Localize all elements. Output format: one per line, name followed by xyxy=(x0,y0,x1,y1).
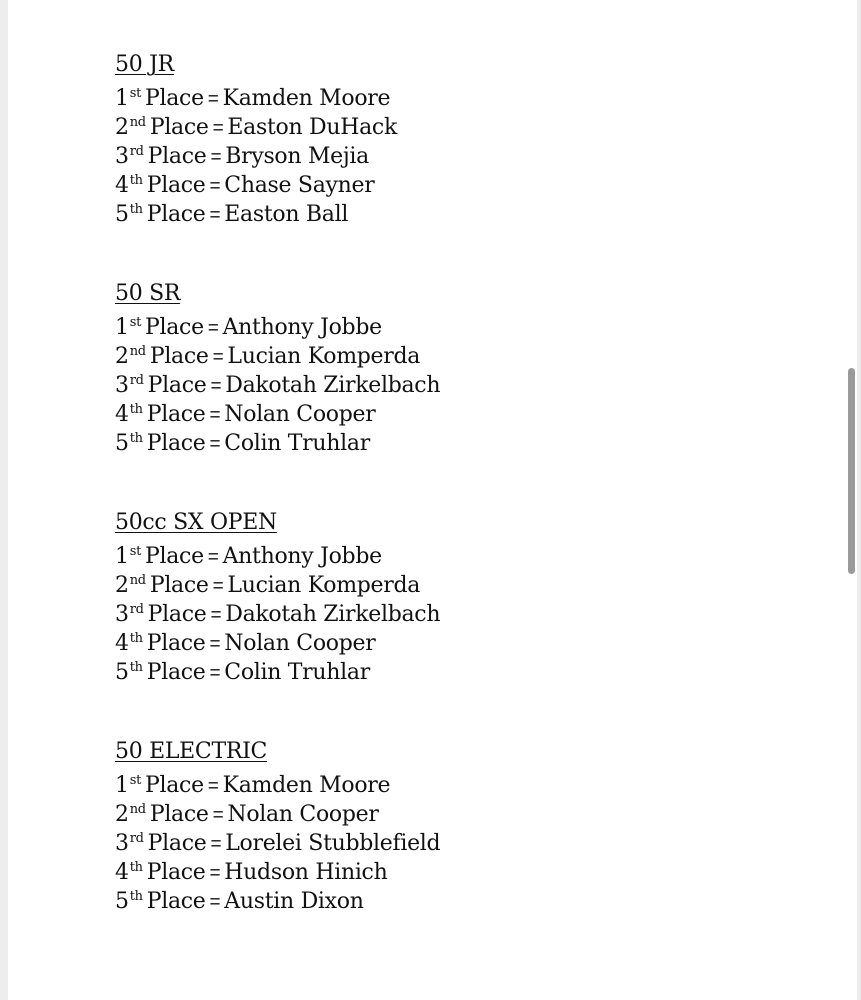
place-number: 4 xyxy=(115,402,129,427)
place-suffix: rd xyxy=(129,373,144,388)
result-row xyxy=(115,424,715,456)
result-row xyxy=(115,853,715,885)
results-section-50-electric xyxy=(115,737,715,914)
place-suffix: rd xyxy=(129,602,144,617)
place-word: Place xyxy=(146,660,206,685)
equals-sign: = xyxy=(209,405,221,426)
place-suffix: nd xyxy=(129,802,146,817)
result-row xyxy=(115,595,715,627)
place-word: Place xyxy=(145,544,204,569)
place-suffix: th xyxy=(129,660,143,675)
place-word: Place xyxy=(146,202,206,227)
place-suffix: th xyxy=(129,202,143,217)
place-word: Place xyxy=(147,144,207,169)
section-heading: 50 JR xyxy=(115,52,174,77)
result-row xyxy=(115,824,715,856)
rider-name: Nolan Cooper xyxy=(224,402,376,427)
place-suffix: nd xyxy=(129,573,146,588)
equals-sign: = xyxy=(212,118,224,139)
equals-sign: = xyxy=(212,347,224,368)
rider-name: Lucian Komperda xyxy=(227,344,421,369)
place-number: 3 xyxy=(115,144,129,169)
rider-name: Lucian Komperda xyxy=(227,573,421,598)
place-number: 5 xyxy=(115,431,129,456)
equals-sign: = xyxy=(210,834,222,855)
result-row xyxy=(115,766,715,798)
rider-name: Austin Dixon xyxy=(224,889,364,914)
place-suffix: th xyxy=(129,173,143,188)
place-suffix: st xyxy=(129,86,141,101)
place-suffix: th xyxy=(129,431,143,446)
place-word: Place xyxy=(149,802,209,827)
place-suffix: st xyxy=(129,544,141,559)
result-row xyxy=(115,795,715,827)
place-word: Place xyxy=(146,631,206,656)
equals-sign: = xyxy=(209,663,221,684)
equals-sign: = xyxy=(212,576,224,597)
place-number: 3 xyxy=(115,831,129,856)
equals-sign: = xyxy=(207,318,219,339)
rider-name: Dakotah Zirkelbach xyxy=(225,373,441,398)
place-word: Place xyxy=(145,315,204,340)
place-number: 5 xyxy=(115,660,129,685)
place-word: Place xyxy=(146,431,206,456)
place-number: 3 xyxy=(115,373,129,398)
place-suffix: st xyxy=(129,773,141,788)
result-row xyxy=(115,137,715,169)
equals-sign: = xyxy=(209,863,221,884)
results-document xyxy=(115,50,715,966)
section-heading: 50 SR xyxy=(115,281,181,306)
place-word: Place xyxy=(149,573,209,598)
place-number: 1 xyxy=(115,86,129,111)
vertical-scrollbar[interactable] xyxy=(848,368,855,574)
result-row xyxy=(115,537,715,569)
place-suffix: th xyxy=(129,402,143,417)
equals-sign: = xyxy=(210,605,222,626)
result-row xyxy=(115,624,715,656)
result-row xyxy=(115,79,715,111)
rider-name: Lorelei Stubblefield xyxy=(225,831,441,856)
rider-name: Dakotah Zirkelbach xyxy=(225,602,441,627)
rider-name: Hudson Hinich xyxy=(224,860,388,885)
place-word: Place xyxy=(149,344,209,369)
rider-name: Kamden Moore xyxy=(222,773,391,798)
place-number: 2 xyxy=(115,573,129,598)
place-suffix: rd xyxy=(129,831,144,846)
equals-sign: = xyxy=(207,776,219,797)
results-section-50-jr xyxy=(115,50,715,227)
place-word: Place xyxy=(145,86,204,111)
place-suffix: nd xyxy=(129,115,146,130)
equals-sign: = xyxy=(209,634,221,655)
equals-sign: = xyxy=(207,89,219,110)
result-row xyxy=(115,337,715,369)
document-page xyxy=(8,0,857,1000)
place-word: Place xyxy=(147,373,207,398)
place-word: Place xyxy=(147,831,207,856)
rider-name: Easton Ball xyxy=(224,202,349,227)
rider-name: Nolan Cooper xyxy=(224,631,376,656)
place-number: 1 xyxy=(115,315,129,340)
place-word: Place xyxy=(146,402,206,427)
place-number: 5 xyxy=(115,889,129,914)
place-number: 4 xyxy=(115,631,129,656)
place-word: Place xyxy=(146,889,206,914)
equals-sign: = xyxy=(209,205,221,226)
rider-name: Colin Truhlar xyxy=(224,431,370,456)
place-number: 4 xyxy=(115,173,129,198)
equals-sign: = xyxy=(210,376,222,397)
result-row xyxy=(115,566,715,598)
result-row xyxy=(115,195,715,227)
place-word: Place xyxy=(147,602,207,627)
result-row xyxy=(115,366,715,398)
place-number: 3 xyxy=(115,602,129,627)
result-row xyxy=(115,166,715,198)
result-row xyxy=(115,108,715,140)
rider-name: Easton DuHack xyxy=(227,115,397,140)
place-number: 1 xyxy=(115,544,129,569)
rider-name: Colin Truhlar xyxy=(224,660,370,685)
equals-sign: = xyxy=(209,892,221,913)
equals-sign: = xyxy=(209,176,221,197)
equals-sign: = xyxy=(209,434,221,455)
place-suffix: th xyxy=(129,889,143,904)
results-section-50-sr xyxy=(115,279,715,456)
section-heading: 50 ELECTRIC xyxy=(115,739,268,764)
place-word: Place xyxy=(149,115,209,140)
place-number: 1 xyxy=(115,773,129,798)
place-number: 2 xyxy=(115,115,129,140)
equals-sign: = xyxy=(207,547,219,568)
equals-sign: = xyxy=(212,805,224,826)
place-suffix: nd xyxy=(129,344,146,359)
equals-sign: = xyxy=(210,147,222,168)
place-word: Place xyxy=(145,773,204,798)
place-suffix: th xyxy=(129,631,143,646)
rider-name: Chase Sayner xyxy=(224,173,375,198)
results-section-50cc-sx-open xyxy=(115,508,715,685)
place-number: 5 xyxy=(115,202,129,227)
place-number: 2 xyxy=(115,344,129,369)
place-suffix: th xyxy=(129,860,143,875)
section-heading: 50cc SX OPEN xyxy=(115,510,277,535)
rider-name: Anthony Jobbe xyxy=(222,544,382,569)
place-suffix: rd xyxy=(129,144,144,159)
place-word: Place xyxy=(146,860,206,885)
result-row xyxy=(115,308,715,340)
rider-name: Bryson Mejia xyxy=(225,144,369,169)
result-row xyxy=(115,395,715,427)
place-suffix: st xyxy=(129,315,141,330)
place-word: Place xyxy=(146,173,206,198)
place-number: 4 xyxy=(115,860,129,885)
place-number: 2 xyxy=(115,802,129,827)
rider-name: Anthony Jobbe xyxy=(222,315,382,340)
result-row xyxy=(115,882,715,914)
rider-name: Kamden Moore xyxy=(222,86,391,111)
rider-name: Nolan Cooper xyxy=(227,802,379,827)
result-row xyxy=(115,653,715,685)
